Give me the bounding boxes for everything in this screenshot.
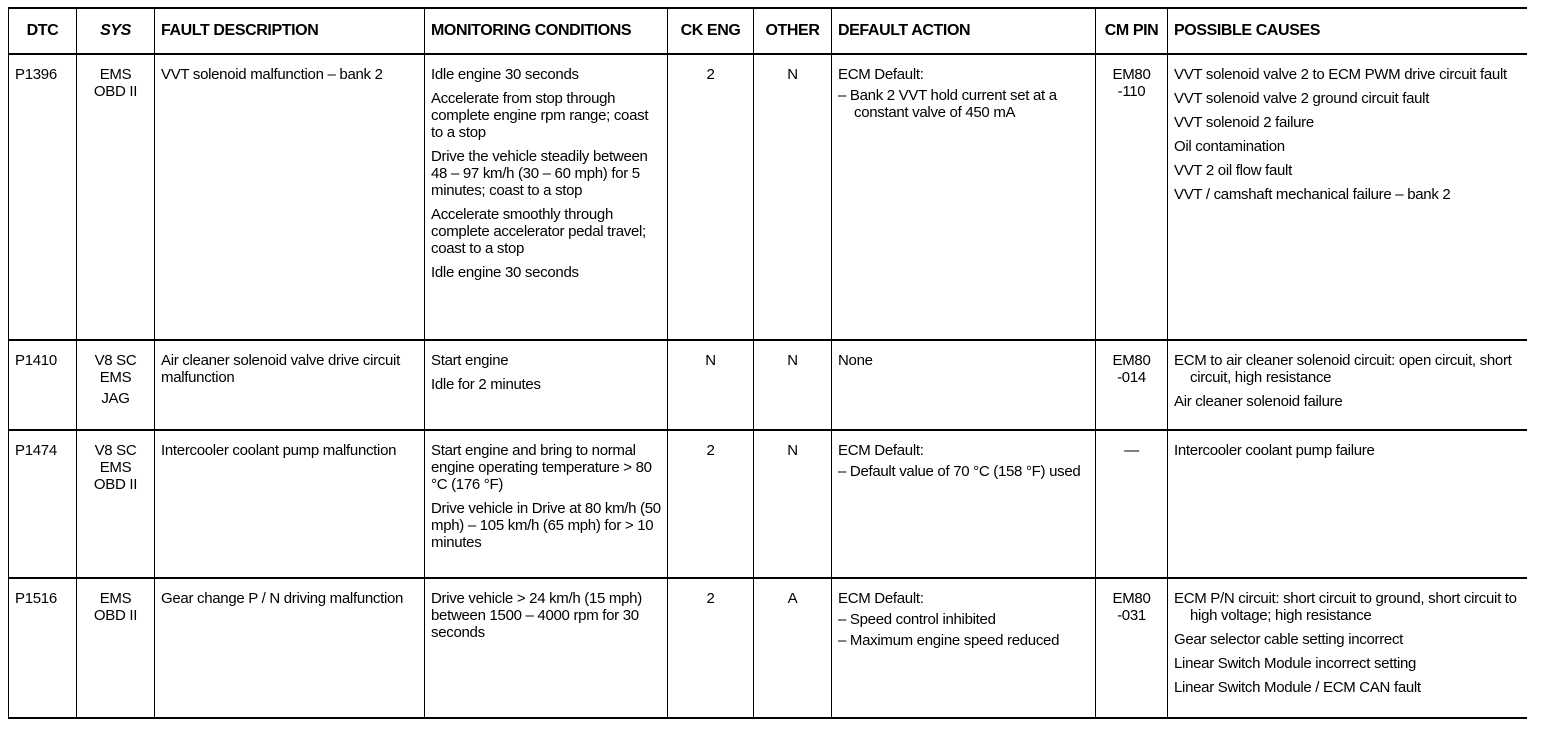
dtc-code: P1410: [9, 340, 77, 430]
ck-eng-value: 2: [668, 578, 754, 718]
system-line: JAG: [101, 390, 130, 407]
cause-item: Linear Switch Module / ECM CAN fault: [1174, 679, 1421, 696]
cause-item: VVT / camshaft mechanical failure – bank 2: [1174, 186, 1451, 203]
monitoring-step: Accelerate smoothly through complete accelerator pedal travel; coast to a stop: [431, 206, 646, 257]
header-row: [9, 8, 1527, 54]
cm-pin-line: -031: [1117, 607, 1146, 624]
system-line: OBD II: [93, 83, 138, 100]
system-line: EMS: [99, 459, 132, 476]
other-value: N: [754, 430, 832, 578]
system-cell: [77, 578, 155, 718]
monitoring-step: Drive vehicle in Drive at 80 km/h (50 mph) – 105 km/h (65 mph) for > 10 minutes: [431, 500, 661, 551]
default-action: [832, 340, 1096, 430]
cause-item: Intercooler coolant pump failure: [1174, 442, 1375, 459]
cause-item: VVT 2 oil flow fault: [1174, 162, 1292, 179]
cm-pin: [1096, 430, 1168, 578]
other-value: N: [754, 340, 832, 430]
monitoring-step: Idle for 2 minutes: [431, 376, 541, 393]
cm-pin-line: EM80: [1112, 66, 1151, 83]
header-dtc: DTC: [9, 8, 77, 54]
header-monitoring-conditions: MONITORING CONDITIONS: [425, 8, 668, 54]
monitoring-conditions: [425, 54, 668, 340]
monitoring-step: Start engine and bring to normal engine operating temperature > 80 °C (176 °F): [431, 442, 652, 493]
ck-eng-value: 2: [668, 54, 754, 340]
monitoring-step: Drive vehicle > 24 km/h (15 mph) between 1500 – 4000 rpm for 30 seconds: [431, 590, 642, 641]
cause-item: ECM to air cleaner solenoid circuit: open circuit, short circuit, high resistance: [1174, 352, 1512, 386]
system-line: OBD II: [93, 607, 138, 624]
dtc-code: P1474: [9, 430, 77, 578]
possible-causes: [1168, 578, 1527, 718]
header-other: OTHER: [754, 8, 832, 54]
monitoring-conditions: [425, 430, 668, 578]
dtc-code: P1516: [9, 578, 77, 718]
cm-pin-line: EM80: [1112, 352, 1151, 369]
system-cell: [77, 54, 155, 340]
other-value: A: [754, 578, 832, 718]
default-action: [832, 578, 1096, 718]
system-cell: [77, 340, 155, 430]
monitoring-conditions: [425, 340, 668, 430]
fault-description: Intercooler coolant pump malfunction: [155, 430, 425, 578]
cm-pin-line: -110: [1117, 83, 1146, 100]
system-line: OBD II: [93, 476, 138, 493]
default-action-item: – Bank 2 VVT hold current set at a constant valve of 450 mA: [838, 87, 1057, 121]
default-action-item: – Speed control inhibited: [838, 611, 996, 628]
header-cm-pin: CM PIN: [1096, 8, 1168, 54]
cm-pin-line: -014: [1117, 369, 1146, 386]
system-line: EMS: [99, 369, 132, 386]
cause-item: Air cleaner solenoid failure: [1174, 393, 1343, 410]
possible-causes: [1168, 430, 1527, 578]
cause-item: VVT solenoid valve 2 to ECM PWM drive circuit fault: [1174, 66, 1507, 83]
cm-pin: [1096, 54, 1168, 340]
monitoring-step: Drive the vehicle steadily between 48 – 97 km/h (30 – 60 mph) for 5 minutes; coast to a stop: [431, 148, 648, 199]
fault-description: VVT solenoid malfunction – bank 2: [155, 54, 425, 340]
monitoring-step: Idle engine 30 seconds: [431, 264, 579, 281]
table-row: [9, 54, 1527, 340]
system-line: EMS: [99, 66, 132, 83]
cause-item: Gear selector cable setting incorrect: [1174, 631, 1404, 648]
default-action-title: ECM Default:: [838, 442, 924, 459]
header-sys: SYS: [77, 8, 155, 54]
cm-pin: [1096, 340, 1168, 430]
dtc-code: P1396: [9, 54, 77, 340]
cm-pin-line: —: [1124, 442, 1139, 459]
system-cell: [77, 430, 155, 578]
table-row: [9, 340, 1527, 430]
monitoring-step: Start engine: [431, 352, 509, 369]
default-action-title: ECM Default:: [838, 66, 924, 83]
fault-description: Air cleaner solenoid valve drive circuit malfunction: [155, 340, 425, 430]
cm-pin: [1096, 578, 1168, 718]
dtc-table: [8, 7, 1527, 719]
cause-item: Linear Switch Module incorrect setting: [1174, 655, 1417, 672]
table-row: [9, 578, 1527, 718]
header-ck-eng: CK ENG: [668, 8, 754, 54]
header-default-action: DEFAULT ACTION: [832, 8, 1096, 54]
default-action-item: – Maximum engine speed reduced: [838, 632, 1060, 649]
default-action-title: None: [838, 352, 873, 369]
system-line: EMS: [99, 590, 132, 607]
table-row: [9, 430, 1527, 578]
cm-pin-line: EM80: [1112, 590, 1151, 607]
other-value: N: [754, 54, 832, 340]
header-fault-description: FAULT DESCRIPTION: [155, 8, 425, 54]
fault-description: Gear change P / N driving malfunction: [155, 578, 425, 718]
possible-causes: [1168, 340, 1527, 430]
possible-causes: [1168, 54, 1527, 340]
cause-item: VVT solenoid 2 failure: [1174, 114, 1314, 131]
monitoring-step: Idle engine 30 seconds: [431, 66, 579, 83]
monitoring-step: Accelerate from stop through complete engine rpm range; coast to a stop: [431, 90, 649, 141]
default-action-item: – Default value of 70 °C (158 °F) used: [838, 463, 1081, 480]
default-action-title: ECM Default:: [838, 590, 924, 607]
default-action: [832, 430, 1096, 578]
ck-eng-value: N: [668, 340, 754, 430]
cause-item: ECM P/N circuit: short circuit to ground, short circuit to high voltage; high resistance: [1174, 590, 1517, 624]
cause-item: VVT solenoid valve 2 ground circuit fault: [1174, 90, 1430, 107]
system-line: V8 SC: [94, 442, 137, 459]
system-line: V8 SC: [94, 352, 137, 369]
cause-item: Oil contamination: [1174, 138, 1285, 155]
ck-eng-value: 2: [668, 430, 754, 578]
monitoring-conditions: [425, 578, 668, 718]
default-action: [832, 54, 1096, 340]
header-possible-causes: POSSIBLE CAUSES: [1168, 8, 1527, 54]
